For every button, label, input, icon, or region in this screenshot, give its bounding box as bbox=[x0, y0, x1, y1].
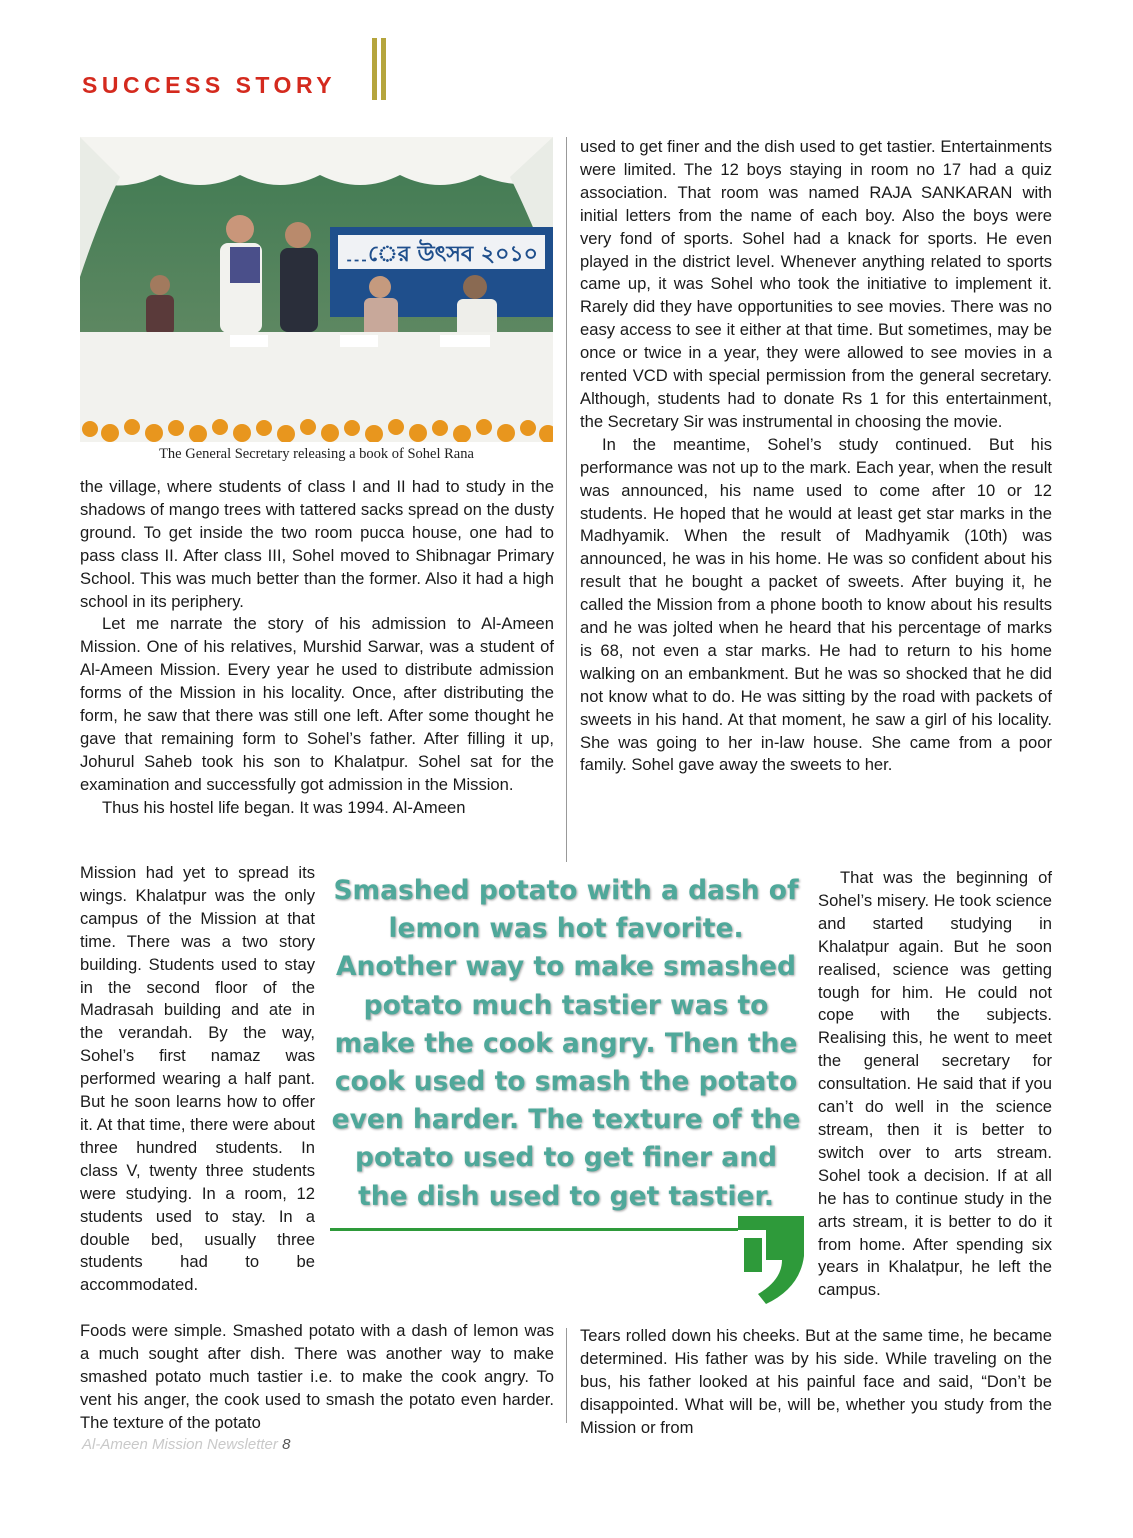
banner-text: …ের উৎসব ২০১০ bbox=[345, 242, 538, 267]
closing-quote-icon bbox=[738, 1216, 804, 1306]
left-column-narrow bbox=[80, 862, 315, 1297]
section-title: SUCCESS STORY bbox=[82, 72, 337, 98]
right-column-narrow bbox=[818, 867, 1052, 1302]
paragraph: used to get finer and the dish used to get tastier. Entertainments were limited. The 12 boys staying in room no 17 had a quiz association. That room was named RAJA SANKARAN with initial letters from the name of each boy. Also the boys were very fond of sports. Sohel had a knack for sports. He even played in the district level. Whenever anything related to sports came up, it was Sohel who took the initiative to implement it. Rarely did they have opportunities to see movies. There was no easy access to see it either at that time. But sometimes, may be once or twice in a year, they were allowed to see movies in a rented VCD with special permission from the general secretary. Although, students had to donate Rs 1 for this entertainment, the Secretary Sir was instrumental in choosing the movie. bbox=[580, 137, 1052, 431]
page-number: 8 bbox=[282, 1436, 291, 1453]
paragraph: Tears rolled down his cheeks. But at the same time, he became determined. His father was by his side. While traveling on the bus, his father looked at his painful face and said, “Don’t be disappointed. What will be, will be, whether you study from the Mission or from bbox=[580, 1326, 1052, 1437]
photo-caption: The General Secretary releasing a book of Sohel Rana bbox=[159, 446, 474, 462]
right-column-top bbox=[580, 136, 1052, 777]
column-divider bbox=[566, 137, 567, 862]
paragraph: Thus his hostel life began. It was 1994. Al-Ameen bbox=[102, 797, 466, 817]
paragraph: the village, where students of class I and II had to study in the shadows of mango trees with tattered sacks spread on the dusty ground. To get inside the two room pucca house, one had to pass class II. After class III, Sohel moved to Shibnagar Primary School. This was much better than the former. Also it had a high school in its periphery. bbox=[80, 477, 554, 611]
newsletter-name: Al-Ameen Mission Newsletter bbox=[82, 1436, 278, 1453]
paragraph: Foods were simple. Smashed potato with a dash of lemon was a much sought after dish. There was another way to make smashed potato much tastier i.e. to make the cook angry. To vent his anger, the cook used to smash the potato even harder. The texture of the potato bbox=[80, 1321, 554, 1432]
paragraph: That was the beginning of Sohel’s misery. He took science and started studying in Khalatpur again. But he soon realised, science was getting tough for him. He could not cope with the subjects. Realising this, he went to meet the general secretary for consultation. He said that if you can’t do well in the science stream, then it is better to switch over to arts stream. Sohel took a decision. If at all he has to continue study in the arts stream, it is better to do it from home. After spending six years in Khalatpur, he left the campus. bbox=[818, 868, 1052, 1300]
paragraph: Let me narrate the story of his admission to Al-Ameen Mission. One of his relatives, Murshid Sarwar, was a student of Al-Ameen Mission. Every year he used to distribute admission forms of the Mission in his locality. Once, after distributing the form, he saw that there was still one left. After some thought he gave that remaining form to Sohel’s father. After filling it up, Johurul Saheb took his son to Khalatpur. Sohel sat for the examination and successfully got admission in the Mission. bbox=[80, 614, 554, 794]
pull-quote: Smashed potato with a dash of lemon was hot favorite. Another way to make smashed potato much tastier was to make the cook angry. Then the cook used to smash the potato even harder. The texture of the potato used to get finer and the dish used to get tastier. bbox=[331, 875, 801, 1212]
left-column-top bbox=[80, 476, 554, 820]
header-accent-bars bbox=[372, 38, 388, 100]
event-photo bbox=[80, 137, 553, 442]
right-column-bottom bbox=[580, 1325, 1052, 1440]
pull-quote-rule bbox=[330, 1228, 738, 1231]
column-divider-lower bbox=[566, 1328, 567, 1423]
paragraph: In the meantime, Sohel’s study continued. But his performance was not up to the mark. Each year, when the result was announced, his name used to come after 10 or 12 students. He hoped that he would at least get star marks in the Madhyamik. When the result of Madhyamik (10th) was announced, he was in his home. He was so confident about his result that he bought a packet of sweets. After buying it, he called the Mission from a phone booth to know about his results and he was jolted when he heard that his percentage of marks is 68, not even a star marks. He had to return to his home walking on an embankment. But he was so shocked that he did not know what to do. He was sitting by the road with packets of sweets in his hand. At that moment, he saw a girl of his locality. She was going to her in-law house. She came from a poor family. Sohel gave away the sweets to her. bbox=[580, 434, 1052, 775]
page-footer bbox=[82, 1436, 290, 1453]
left-column-bottom bbox=[80, 1320, 554, 1435]
paragraph: Mission had yet to spread its wings. Khalatpur was the only campus of the Mission at that time. There was a two story building. Students used to stay in the second floor of the Madrasah building and ate in the verandah. By the way, Sohel’s first namaz was performed wearing a half pant. But he soon learns how to offer it. At that time, there were about three hundred students. In class V, twenty three students were studying. In a room, 12 students used to stay. In a double bed, usually three students had to be accommodated. bbox=[80, 863, 315, 1295]
